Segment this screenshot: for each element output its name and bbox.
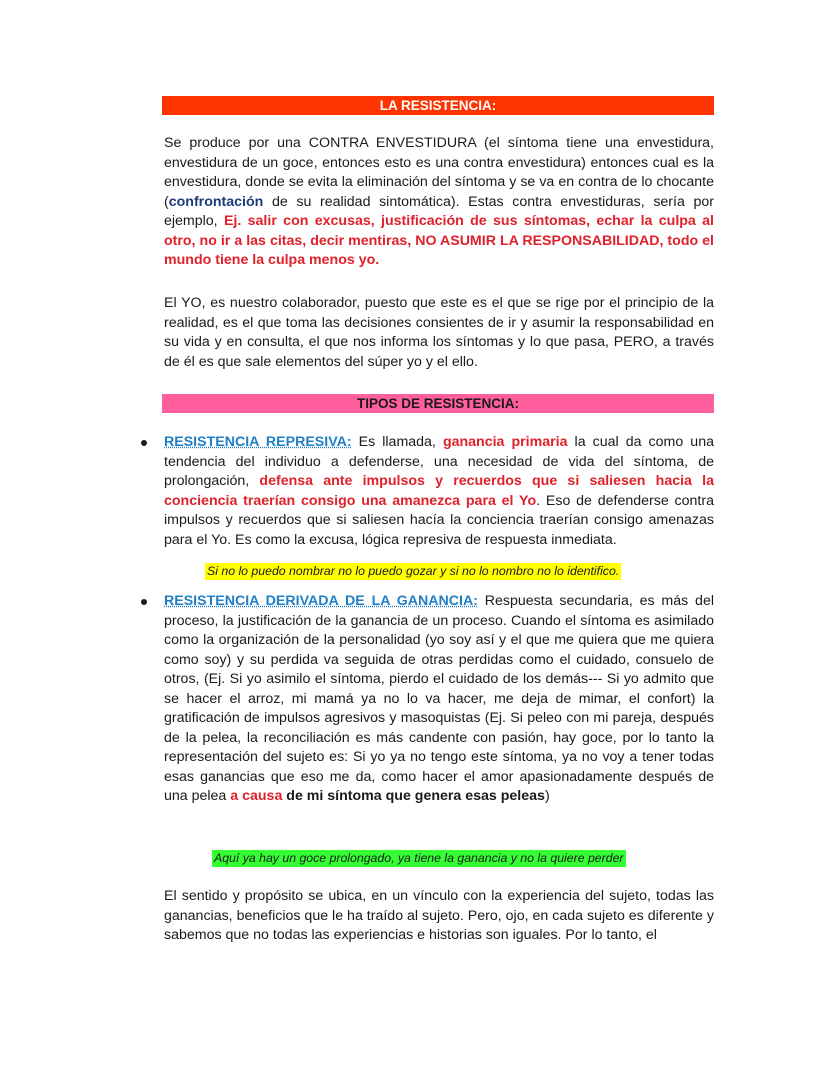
resistencia-derivada-link[interactable]: RESISTENCIA DERIVADA DE LA GANANCIA:: [164, 593, 478, 609]
section-heading-resistencia: LA RESISTENCIA:: [162, 96, 714, 115]
p1-red-examples: Ej. salir con excusas, justificación de sus síntomas, echar la culpa al otro, no ir a las citas, decir mentiras, NO ASUMIR LA RESPONSABILIDAD, todo el mundo tiene la culpa menos yo.: [164, 213, 714, 268]
highlight-green-note: Aquí ya hay un goce prolongado, ya tiene la ganancia y no la quiere perder: [214, 851, 624, 865]
paragraph-yo: El YO, es nuestro colaborador, puesto que este es el que se rige por el principio de la realidad, es el que toma las decisiones consientes de ir y asumir la responsabilidad en su vida y en consulta, el que nos informa los síntomas y lo que pasa, PERO, a través de él es que sale elementos del súper yo y el ello.: [164, 295, 714, 370]
b2-text-1: Respuesta secundaria, es más del proceso, la justificación de la ganancia de un proceso. Cuando el síntoma es asimilado como la organización de la personalidad (yo soy así y el que me quiera que me quiera como soy) y su perdida va seguida de otras perdidas como el cuidado, consuelo de otros, (Ej. Si yo asimilo el síntoma, pierdo el cuidado de los demás--- Si yo admito que se hacer el arroz, mi mamá ya no lo va hacer, me deja de mimar, el confort) la gratificación de impulsos agresivos y masoquistas (Ej. Si peleo con mi pareja, después de la pelea, la reconciliación es más candente con pasión, hay goce, por lo tanto la representación del sujeto es: Si yo ya no tengo este síntoma, ya no voy a tener todas esas ganancias que eso me da, como hacer el amor apasionadamente después de una pelea: [164, 593, 714, 804]
paragraph-resistencia-definition: [164, 134, 714, 271]
b1-text-2: la cual da como una tendencia del individuo a defenderse, una necesidad de vida del síntoma, de prolongación,: [164, 434, 714, 489]
b1-red-text: defensa ante impulsos y recuerdos que si saliesen hacia la conciencia traerían consigo una amanezca para el Yo: [164, 473, 714, 509]
paragraph-sentido: El sentido y propósito se ubica, en un vínculo con la experiencia del sujeto, todas las ganancias, beneficios que le ha traído al sujeto. Pero, ojo, en cada sujeto es diferente y sabemos que no todas las experiencias e historias son iguales. Por lo tanto, el: [164, 888, 714, 943]
b2-bold-text: de mi síntoma que genera esas peleas: [282, 788, 545, 804]
confrontacion-term: confrontación: [168, 193, 264, 210]
section-heading-tipos: TIPOS DE RESISTENCIA:: [162, 394, 714, 413]
bullet-point-icon: [141, 440, 147, 446]
p1-text-2: de su realidad sintomática). Estas contra envestiduras, sería por ejemplo,: [164, 193, 714, 229]
b1-text-3: . Eso de defenderse contra impulsos y recuerdos que si saliesen hacía la conciencia traerían consigo amenazas para el Yo. Es como la excusa, lógica represiva de respuesta inmediata.: [164, 492, 714, 548]
p1-text-1: Se produce por una CONTRA ENVESTIDURA (el síntoma tiene una envestidura, envestidura de un goce, entonces esto es una contra envestidura) entonces cual es la envestidura, donde se evita la eliminación del síntoma y se va en contra de lo chocante (: [164, 135, 714, 210]
a-causa-term: a causa: [230, 788, 283, 804]
b1-text-1: Es llamada,: [351, 434, 443, 450]
b2-text-2: ): [544, 788, 550, 804]
resistencia-represiva-link[interactable]: RESISTENCIA REPRESIVA:: [164, 434, 352, 450]
bullet-resistencia-derivada: [164, 592, 714, 807]
ganancia-primaria-term: ganancia primaria: [442, 434, 568, 450]
bullet-point-icon: [141, 599, 147, 605]
bullet-resistencia-represiva: [164, 433, 714, 550]
highlight-yellow-note: Si no lo puedo nombrar no lo puedo gozar y si no lo nombro no lo identifico.: [207, 564, 620, 578]
